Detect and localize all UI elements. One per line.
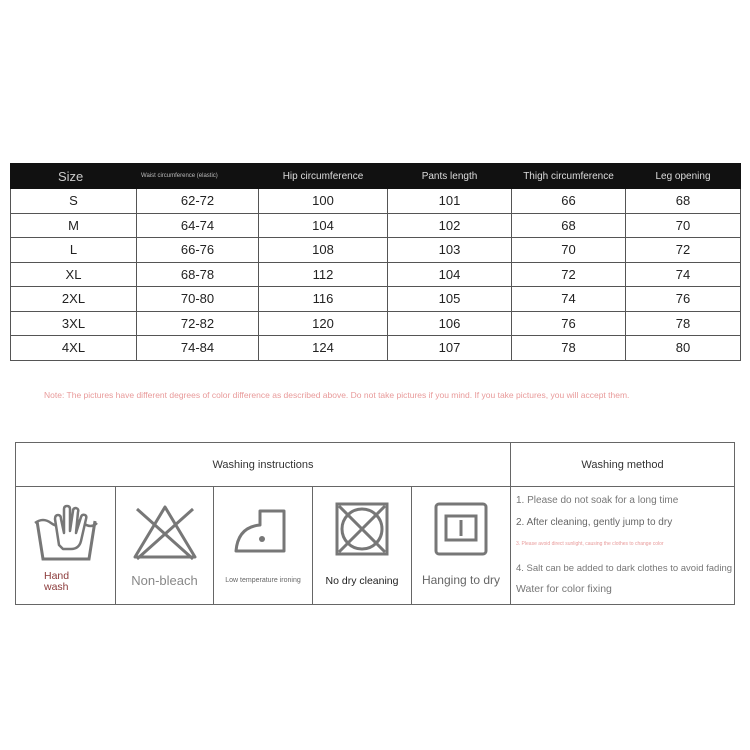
cell-waist: 70-80 bbox=[137, 287, 259, 312]
cell-hip: 104 bbox=[259, 213, 388, 238]
cell-pants-length: 105 bbox=[388, 287, 512, 312]
method-line-4: 4. Salt can be added to dark clothes to avoid fading bbox=[516, 563, 733, 574]
non-bleach-label: Non-bleach bbox=[131, 573, 198, 588]
cell-size: XL bbox=[11, 262, 137, 287]
ironing-label: Low temperature ironing bbox=[225, 577, 301, 584]
cell-hip: 116 bbox=[259, 287, 388, 312]
cell-pants-length: 104 bbox=[388, 262, 512, 287]
washing-instructions-title: Washing instructions bbox=[16, 443, 511, 487]
cell-thigh: 72 bbox=[512, 262, 626, 287]
cell-size: M bbox=[11, 213, 137, 238]
color-difference-note: Note: The pictures have different degrees of color difference as described above. Do not take pictures if you mind. If you take pictures, you will accept them. bbox=[44, 390, 630, 400]
care-cell-ironing bbox=[214, 487, 313, 604]
cell-leg-opening: 74 bbox=[626, 262, 741, 287]
care-cell-hand-wash bbox=[16, 487, 116, 604]
cell-pants-length: 101 bbox=[388, 189, 512, 214]
care-cell-hang-dry bbox=[412, 487, 511, 604]
cell-waist: 62-72 bbox=[137, 189, 259, 214]
care-cell-no-dry-clean bbox=[313, 487, 412, 604]
header-waist: Waist circumference (elastic) bbox=[137, 164, 259, 189]
cell-pants-length: 102 bbox=[388, 213, 512, 238]
hanging-to-dry-icon bbox=[433, 501, 489, 557]
cell-thigh: 76 bbox=[512, 311, 626, 336]
cell-waist: 68-78 bbox=[137, 262, 259, 287]
hand-wash-label-line2: wash bbox=[44, 581, 69, 593]
washing-method-title: Washing method bbox=[511, 443, 734, 487]
cell-leg-opening: 68 bbox=[626, 189, 741, 214]
size-row bbox=[11, 213, 741, 238]
cell-size: 3XL bbox=[11, 311, 137, 336]
size-row bbox=[11, 336, 741, 361]
cell-leg-opening: 72 bbox=[626, 238, 741, 263]
cell-hip: 120 bbox=[259, 311, 388, 336]
method-line-2: 2. After cleaning, gently jump to dry bbox=[516, 517, 673, 528]
no-dry-cleaning-icon bbox=[334, 501, 390, 557]
header-leg-opening: Leg opening bbox=[626, 164, 741, 189]
header-hip: Hip circumference bbox=[259, 164, 388, 189]
size-row bbox=[11, 189, 741, 214]
cell-thigh: 68 bbox=[512, 213, 626, 238]
hand-wash-icon bbox=[31, 501, 101, 563]
method-line-3: 3. Please avoid direct sunlight, causing the clothes to change color bbox=[516, 541, 664, 547]
cell-thigh: 78 bbox=[512, 336, 626, 361]
cell-leg-opening: 70 bbox=[626, 213, 741, 238]
cell-pants-length: 107 bbox=[388, 336, 512, 361]
size-row bbox=[11, 287, 741, 312]
cell-pants-length: 103 bbox=[388, 238, 512, 263]
hand-wash-label-line1: Hand bbox=[44, 570, 70, 582]
cell-size: 2XL bbox=[11, 287, 137, 312]
cell-size: 4XL bbox=[11, 336, 137, 361]
size-row bbox=[11, 262, 741, 287]
size-row bbox=[11, 238, 741, 263]
hand-wash-label bbox=[44, 571, 115, 593]
no-dry-clean-label: No dry cleaning bbox=[325, 575, 399, 587]
cell-waist: 74-84 bbox=[137, 336, 259, 361]
cell-thigh: 70 bbox=[512, 238, 626, 263]
size-chart-table bbox=[10, 163, 741, 361]
method-line-5: Water for color fixing bbox=[516, 583, 612, 595]
size-chart-header-row bbox=[11, 164, 741, 189]
header-thigh: Thigh circumference bbox=[512, 164, 626, 189]
cell-leg-opening: 76 bbox=[626, 287, 741, 312]
non-bleach-icon bbox=[129, 501, 201, 563]
cell-hip: 124 bbox=[259, 336, 388, 361]
cell-leg-opening: 80 bbox=[626, 336, 741, 361]
low-temperature-ironing-icon bbox=[232, 501, 294, 563]
cell-size: S bbox=[11, 189, 137, 214]
size-row bbox=[11, 311, 741, 336]
cell-leg-opening: 78 bbox=[626, 311, 741, 336]
cell-size: L bbox=[11, 238, 137, 263]
cell-hip: 100 bbox=[259, 189, 388, 214]
cell-waist: 72-82 bbox=[137, 311, 259, 336]
cell-hip: 112 bbox=[259, 262, 388, 287]
care-cell-non-bleach bbox=[116, 487, 214, 604]
header-size: Size bbox=[11, 164, 137, 189]
cell-waist: 64-74 bbox=[137, 213, 259, 238]
header-pants-length: Pants length bbox=[388, 164, 512, 189]
cell-waist: 66-76 bbox=[137, 238, 259, 263]
cell-hip: 108 bbox=[259, 238, 388, 263]
washing-care-panel bbox=[15, 442, 735, 605]
cell-thigh: 66 bbox=[512, 189, 626, 214]
cell-pants-length: 106 bbox=[388, 311, 512, 336]
method-line-1: 1. Please do not soak for a long time bbox=[516, 495, 679, 506]
cell-thigh: 74 bbox=[512, 287, 626, 312]
hang-dry-label: Hanging to dry bbox=[421, 573, 501, 587]
